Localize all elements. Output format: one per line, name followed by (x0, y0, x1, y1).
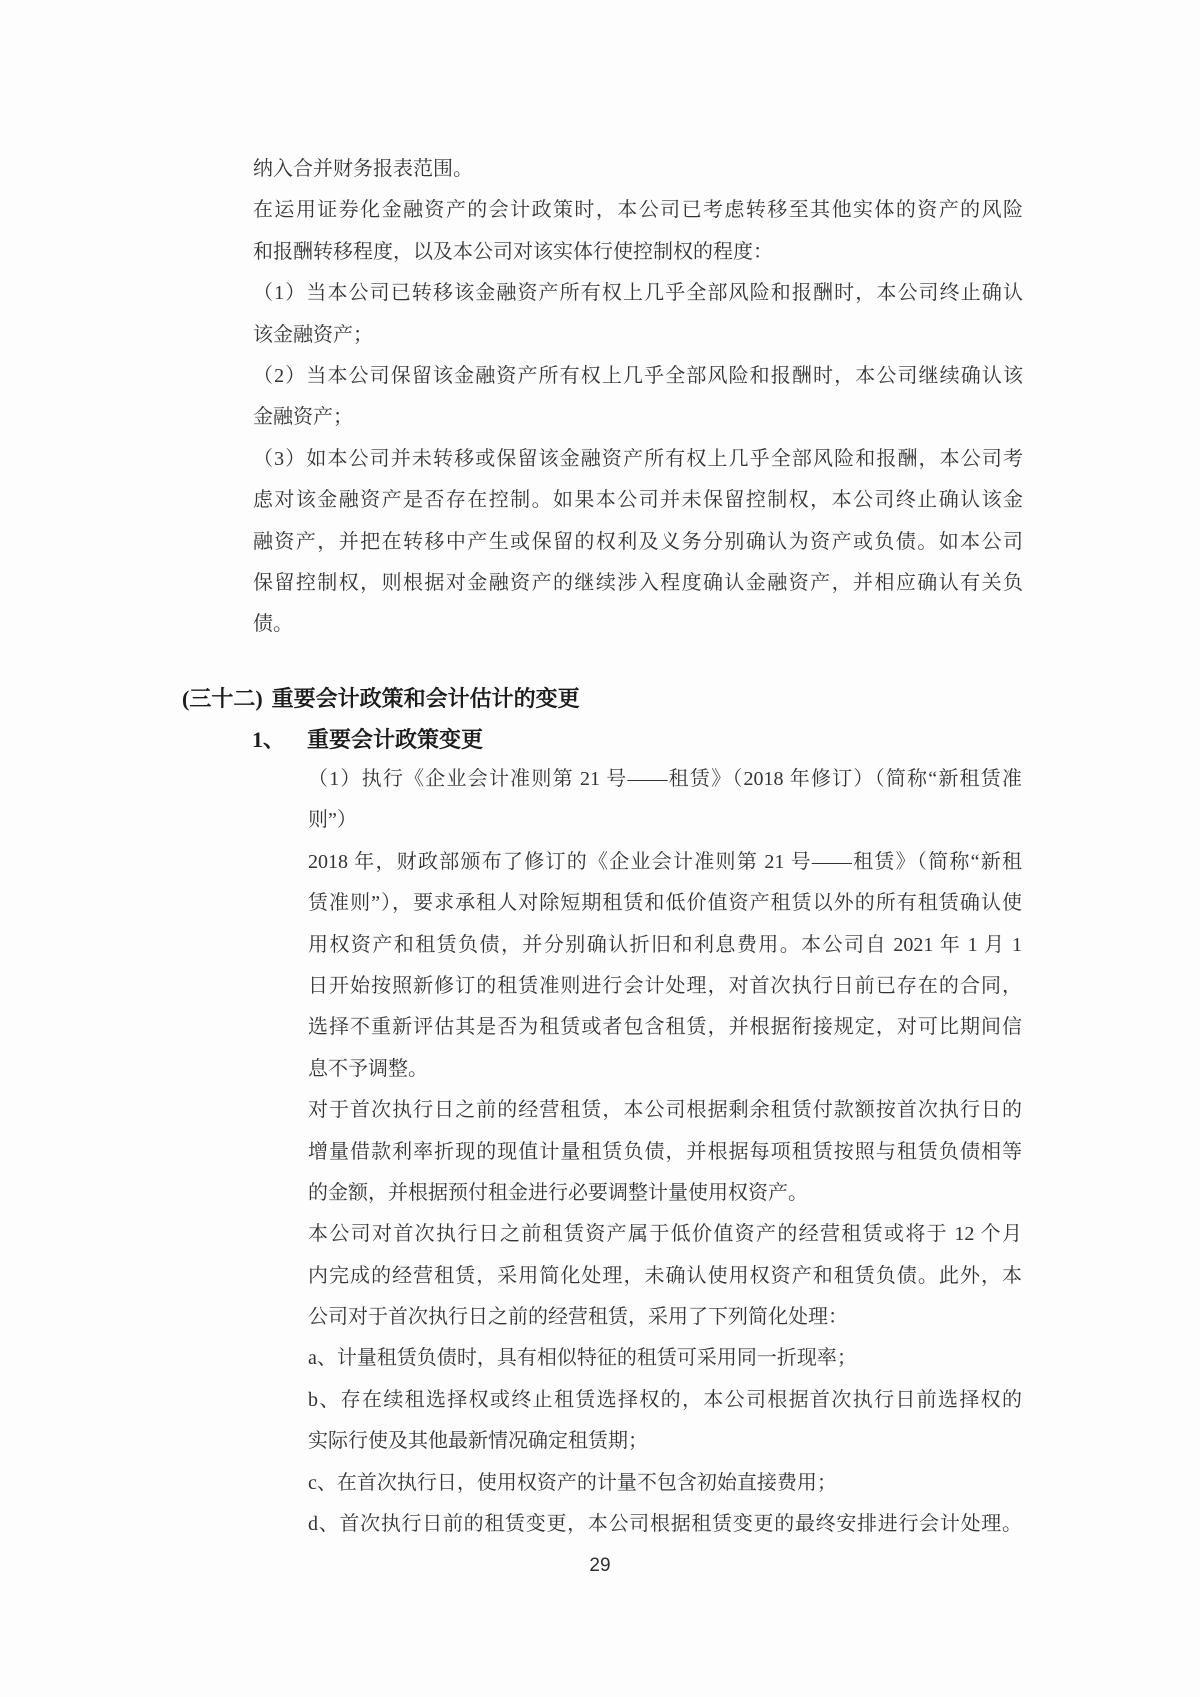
text-line: （3）如本公司并未转移或保留该金融资产所有权上几乎全部风险和报酬，本公司考 (253, 447, 1023, 470)
text-line: 增量借款利率折现的现值计量租赁负债，并根据每项租赁按照与租赁负债相等 (308, 1140, 1022, 1163)
page-number: 29 (589, 1555, 611, 1576)
text-line: 选择不重新评估其是否为租赁或者包含租赁，并根据衔接规定，对可比期间信 (308, 1016, 1022, 1039)
text-line: 公司对于首次执行日之前的经营租赁，采用了下列简化处理： (308, 1306, 848, 1329)
text-line: d、首次执行日前的租赁变更，本公司根据租赁变更的最终安排进行会计处理。 (308, 1513, 1022, 1536)
text-line: 融资产，并把在转移中产生或保留的权利及义务分别确认为资产或负债。如本公司 (253, 530, 1023, 553)
policy-change-paragraphs (308, 759, 1022, 1545)
text-line: 实际行使及其他最新情况确定租赁期； (308, 1430, 648, 1453)
text-line: 虑对该金融资产是否存在控制。如果本公司并未保留控制权，本公司终止确认该金 (253, 489, 1023, 512)
text-line: 日开始按照新修订的租赁准则进行会计处理，对首次执行日前已存在的合同， (308, 974, 1022, 997)
text-line: 本公司对首次执行日之前租赁资产属于低价值资产的经营租赁或将于 12 个月 (308, 1223, 1022, 1246)
section-title: 重要会计政策和会计估计的变更 (271, 686, 580, 711)
text-line: （1）执行《企业会计准则第 21 号——租赁》（2018 年修订）（简称“新租赁准 (308, 768, 1022, 790)
text-line: a、计量租赁负债时，具有相似特征的租赁可采用同一折现率； (308, 1347, 857, 1370)
text-line: 息不予调整。 (308, 1057, 428, 1080)
text-line: （1）当本公司已转移该金融资产所有权上几乎全部风险和报酬时，本公司终止确认 (253, 282, 1023, 305)
text-line: b、存在续租选择权或终止租赁选择权的，本公司根据首次执行日前选择权的 (308, 1388, 1022, 1411)
subsection-title: 重要会计政策变更 (307, 727, 484, 752)
section-number: (三十二) (182, 686, 263, 711)
text-line: 对于首次执行日之前的经营租赁，本公司根据剩余租赁付款额按首次执行日的 (308, 1099, 1022, 1122)
text-line: 金融资产； (253, 406, 353, 429)
text-line: （2）当本公司保留该金融资产所有权上几乎全部风险和报酬时，本公司继续确认该 (253, 364, 1023, 387)
text-line: 的金额，并根据预付租金进行必要调整计量使用权资产。 (308, 1181, 808, 1204)
text-line: 内完成的经营租赁，采用简化处理，未确认使用权资产和租赁负债。此外，本 (308, 1264, 1022, 1287)
section-heading (182, 678, 580, 719)
text-line: 2018 年，财政部颁布了修订的《企业会计准则第 21 号——租赁》（简称“新租 (308, 850, 1022, 873)
text-line: 纳入合并财务报表范围。 (253, 158, 473, 180)
text-line: 在运用证券化金融资产的会计政策时，本公司已考虑转移至其他实体的资产的风险 (253, 199, 1023, 222)
text-line: 保留控制权，则根据对金融资产的继续涉入程度确认金融资产，并相应确认有关负 (253, 571, 1023, 594)
subsection-heading (252, 719, 483, 760)
text-line: 债。 (253, 613, 293, 636)
text-line: 和报酬转移程度，以及本公司对该实体行使控制权的程度： (253, 240, 773, 263)
text-line: 用权资产和租赁负债，并分别确认折旧和利息费用。本公司自 2021 年 1 月 1 (308, 933, 1022, 956)
text-line: c、在首次执行日，使用权资产的计量不包含初始直接费用； (308, 1471, 837, 1494)
text-line: 赁准则”），要求承租人对除短期租赁和低价值资产租赁以外的所有租赁确认使 (308, 892, 1022, 915)
subsection-number: 1、 (252, 727, 286, 752)
text-line: 该金融资产； (253, 323, 373, 346)
intro-paragraphs (253, 149, 1023, 646)
text-line: 则”） (308, 809, 357, 832)
